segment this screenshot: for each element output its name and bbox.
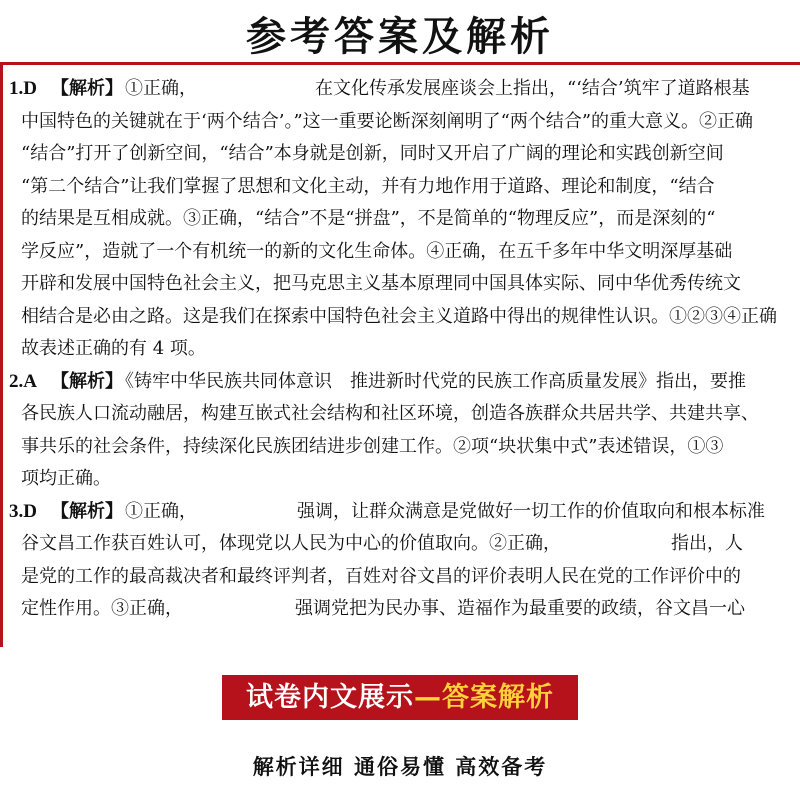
answer-panel bbox=[0, 62, 800, 650]
answer-line bbox=[21, 236, 800, 269]
answer-text: “第二个结合”让我们掌握了思想和文化主动，并有力地作用于道路、理论和制度，“结合 bbox=[21, 175, 715, 197]
answer-text: 学反应”，造就了一个有机统一的新的文化生命体。④正确，在五千多年中华文明深厚基础 bbox=[21, 240, 733, 262]
answer-text: 指出，人 bbox=[671, 533, 743, 554]
analysis-tag: 【解析】 bbox=[50, 78, 123, 99]
answer-content bbox=[9, 73, 800, 626]
analysis-tag: 【解析】 bbox=[50, 370, 123, 392]
question-number: 3.D bbox=[9, 500, 37, 522]
answer-text: 是党的工作的最高裁决者和最终评判者，百姓对谷文昌的评价表明人民在党的工作评价中的 bbox=[21, 565, 741, 587]
answer-text: 强调党把为民办事、造福作为最重要的政绩，谷文昌一心 bbox=[295, 598, 745, 619]
answer-line bbox=[21, 528, 800, 561]
answer-text: 项均正确。 bbox=[21, 468, 111, 489]
question-number: 1.D bbox=[9, 78, 37, 99]
answer-text: 定性作用。③正确， bbox=[21, 598, 183, 619]
answer-line bbox=[21, 106, 800, 139]
answer-text: 在文化传承发展座谈会上指出，“‘结合’筑牢了道路根基 bbox=[314, 78, 750, 99]
answer-line bbox=[21, 203, 800, 236]
answer-text: 相结合是必由之路。这是我们在探索中国特色社会主义道路中得出的规律性认识。①②③④正确 bbox=[21, 305, 777, 327]
answer-line bbox=[21, 138, 800, 171]
answer-text: 的结果是互相成就。③正确，“结合”不是“拼盘”，不是简单的“物理反应”，而是深刻的“ bbox=[21, 208, 716, 229]
answer-line bbox=[21, 333, 800, 366]
answer-line bbox=[21, 561, 800, 594]
answer-line bbox=[21, 398, 800, 431]
question-number: 2.A bbox=[9, 370, 37, 392]
banner-highlight-text: —答案解析 bbox=[414, 682, 554, 713]
answer-text: ①正确， bbox=[124, 500, 197, 522]
answer-text: 中国特色的关键就在于‘两个结合’。”这一重要论断深刻阐明了“两个结合”的重大意义。②正确 bbox=[21, 110, 754, 132]
answer-text: 各民族人口流动融居，构建互嵌式社会结构和社区环境，创造各族群众共居共学、共建共享、 bbox=[21, 403, 759, 424]
answer-text: ①正确， bbox=[124, 78, 197, 99]
answer-line bbox=[21, 593, 800, 626]
promo-footer bbox=[0, 647, 800, 800]
answer-text: 《铸牢中华民族共同体意识 推进新时代党的民族工作高质量发展》指出，要推 bbox=[124, 370, 746, 392]
answer-line bbox=[21, 301, 800, 334]
answer-text: 强调，让群众满意是党做好一切工作的价值取向和根本标准 bbox=[296, 500, 765, 522]
answer-text: 开辟和发展中国特色社会主义，把马克思主义基本原理同中国具体实际、同中华优秀传统文 bbox=[21, 273, 741, 294]
answer-line bbox=[21, 268, 800, 301]
answer-line bbox=[21, 431, 800, 464]
answer-line bbox=[9, 496, 800, 529]
answer-line bbox=[9, 73, 800, 106]
answer-text: 故表述正确的有 4 项。 bbox=[21, 338, 206, 359]
answer-line bbox=[9, 366, 800, 399]
banner-text: 试卷内文展示 bbox=[246, 682, 414, 713]
answer-text: 谷文昌工作获百姓认可，体现党以人民为中心的价值取向。②正确， bbox=[21, 533, 561, 554]
analysis-tag: 【解析】 bbox=[50, 500, 123, 522]
header bbox=[0, 0, 800, 62]
page-title: 参考答案及解析 bbox=[246, 14, 554, 60]
promo-banner bbox=[222, 675, 578, 720]
answer-line bbox=[21, 171, 800, 204]
answer-text: 事共乐的社会条件，持续深化民族团结进步创建工作。②项“块状集中式”表述错误，①③ bbox=[21, 435, 724, 457]
answer-text: “结合”打开了创新空间，“结合”本身就是创新，同时又开启了广阔的理论和实践创新空间 bbox=[21, 143, 724, 164]
answer-line bbox=[21, 463, 800, 496]
slogan-text: 解析详细 通俗易懂 高效备考 bbox=[252, 755, 548, 779]
